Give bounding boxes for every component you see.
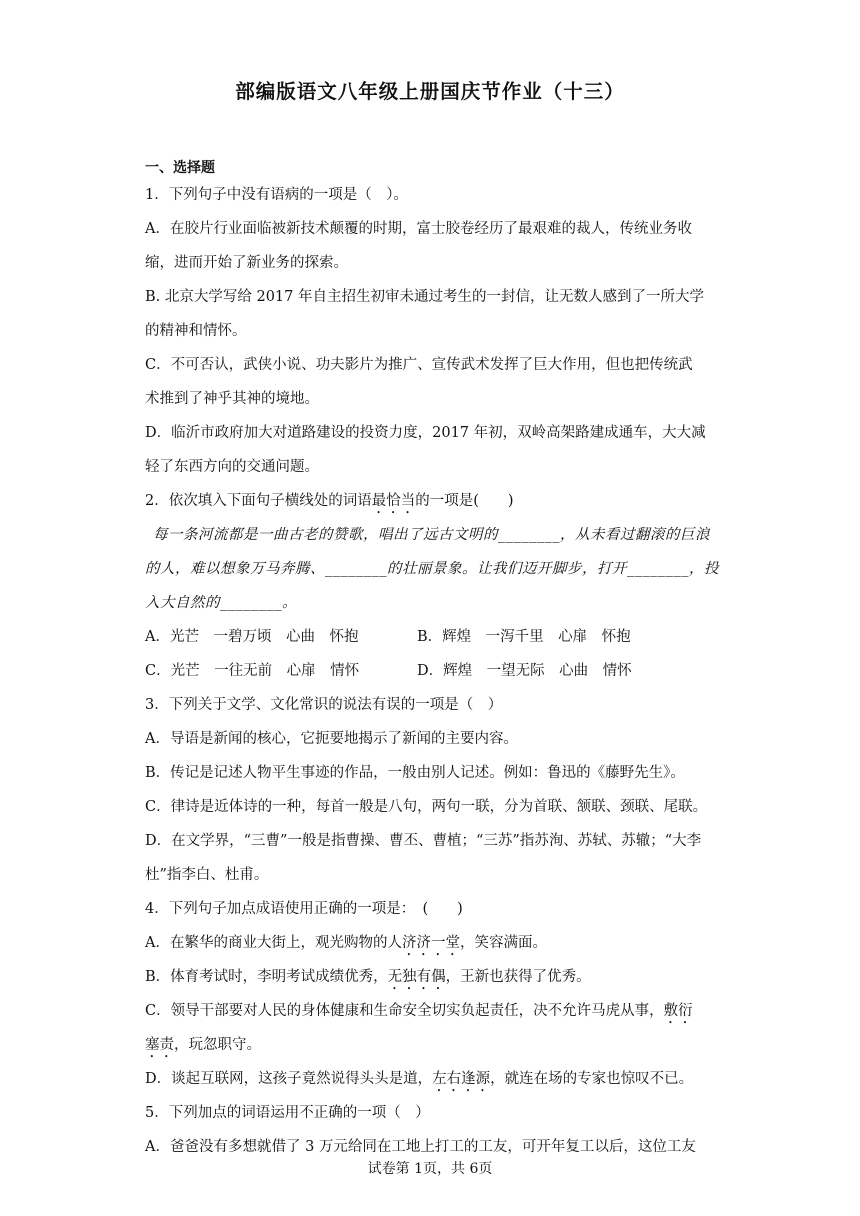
- q2-option-a: A．光芒 一碧万顷 心曲 怀抱: [145, 629, 359, 645]
- page-footer: 试卷第 1页，共 6页: [367, 1161, 493, 1177]
- q2-options-row-2: [145, 660, 717, 694]
- section-heading: 一、选择题: [145, 160, 215, 176]
- q4-d-text: D．谈起互联网，这孩子竟然说得头头是道，: [145, 1071, 433, 1087]
- q4-d-idiom: 左右逢源: [432, 1071, 491, 1087]
- q4-option-a: [145, 932, 717, 966]
- q4-d-tail: ，就连在场的专家也惊叹不已。: [490, 1071, 694, 1087]
- q4-b-idiom: 无独有偶: [387, 969, 446, 985]
- q4-option-c-cont: [145, 1034, 717, 1068]
- q4-a-idiom: 济济一堂: [401, 935, 460, 951]
- q1-option-a: A．在胶片行业面临被新技术颠覆的时期，富士胶卷经历了最艰难的裁人，传统业务收: [145, 221, 692, 237]
- q4-option-b: [145, 966, 717, 1000]
- q1-option-d: D．临沂市政府加大对道路建设的投资力度，2017 年初，双岭高架路建成通车，大大减: [145, 425, 706, 441]
- q4-a-tail: ，笑容满面。: [459, 935, 547, 951]
- q3-option-d-cont: 杜”指李白、杜甫。: [145, 867, 269, 883]
- q4-option-d: [145, 1068, 717, 1102]
- question-4-stem: 4．下列句子加点成语使用正确的一项是： ( ): [145, 901, 463, 917]
- q2-passage-line-3: 入大自然的________。: [145, 595, 297, 611]
- q3-option-a: A．导语是新闻的核心，它扼要地揭示了新闻的主要内容。: [145, 731, 518, 747]
- q4-b-text: B．体育考试时，李明考试成绩优秀，: [145, 969, 388, 985]
- q2-options-row-1: [145, 626, 717, 660]
- q3-option-b: B．传记是记述人物平生事迹的作品，一般由别人记述。例如：鲁迅的《藤野先生》。: [145, 765, 685, 781]
- question-5-stem: 5．下列加点的词语运用不正确的一项（ ）: [145, 1105, 430, 1121]
- q1-option-a-cont: 缩，进而开始了新业务的探索。: [145, 255, 348, 271]
- q4-c-idiom-part1: 敷衍: [663, 1003, 693, 1019]
- question-2-stem: [145, 490, 717, 524]
- q4-option-c: [145, 1000, 717, 1034]
- q4-c-text: C．领导干部要对人民的身体健康和生命安全切实负起责任，决不允许马虎从事，: [145, 1003, 664, 1019]
- q4-a-text: A．在繁华的商业大街上，观光购物的人: [145, 935, 402, 951]
- q1-option-c-cont: 术推到了神乎其神的境地。: [145, 391, 319, 407]
- q3-option-c: C．律诗是近体诗的一种，每首一般是八句，两句一联，分为首联、颔联、颈联、尾联。: [145, 799, 708, 815]
- question-3-stem: 3．下列关于文学、文化常识的说法有误的一项是（ ）: [145, 697, 503, 713]
- q2-stem-text: 2．依次填入下面句子横线处的词语: [145, 493, 372, 509]
- page-title: 部编版语文八年级上册国庆节作业（十三）: [235, 80, 625, 103]
- q2-passage-line-1: 每一条河流都是一曲古老的赞歌，唱出了远古文明的________，从未看过翻滚的巨浪: [153, 527, 710, 543]
- q2-option-c: C．光芒 一往无前 心扉 情怀: [145, 663, 360, 679]
- q3-option-d: D．在文学界，“三曹”一般是指曹操、曹丕、曹植；“三苏”指苏洵、苏轼、苏辙；“大李: [145, 833, 702, 849]
- q2-stem-tail: 的一项是( ): [415, 493, 514, 509]
- q4-b-tail: ，王新也获得了优秀。: [445, 969, 591, 985]
- q5-option-a: A．爸爸没有多想就借了 3 万元给同在工地上打工的工友，可开年复工以后，这位工友: [145, 1139, 696, 1155]
- q2-option-d: D．辉煌 一望无际 心曲 情怀: [417, 663, 632, 679]
- q1-option-b: B. 北京大学写给 2017 年自主招生初审未通过考生的一封信，让无数人感到了一所大学: [145, 289, 704, 305]
- question-list: [145, 184, 717, 1170]
- q2-option-b: B．辉煌 一泻千里 心扉 怀抱: [417, 629, 631, 645]
- q2-emphasis: 最恰当: [371, 493, 416, 509]
- q1-option-b-cont: 的精神和情怀。: [145, 323, 247, 339]
- q2-passage-line-2: 的人，难以想象万马奔腾、________的壮丽景象。让我们迈开脚步，打开________，投: [145, 561, 719, 577]
- q1-option-c: C．不可否认，武侠小说、功夫影片为推广、宣传武术发挥了巨大作用，但也把传统武: [145, 357, 693, 373]
- q1-option-d-cont: 轻了东西方向的交通问题。: [145, 459, 319, 475]
- question-1-stem: 1．下列句子中没有语病的一项是（ ）。: [145, 187, 408, 203]
- q4-c-tail: ，玩忽职守。: [174, 1037, 261, 1053]
- q4-c-idiom-part2: 塞责: [145, 1037, 174, 1053]
